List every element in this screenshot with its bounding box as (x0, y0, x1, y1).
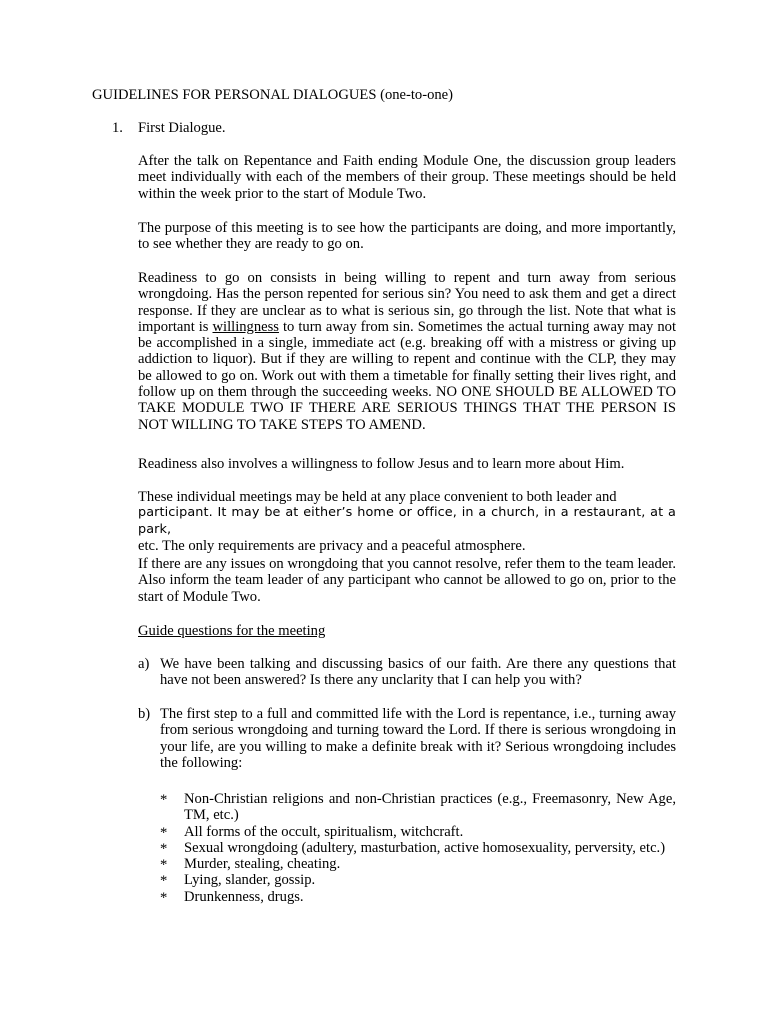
bullet-star: * (160, 824, 168, 841)
underlined-willingness: willingness (212, 318, 279, 335)
bullet-star: * (160, 873, 168, 890)
paragraph-line-2: participant. It may be at either’s home or office, in a church, in a restaurant, at a park, (138, 505, 676, 537)
bullet-star: * (160, 840, 168, 857)
guide-heading-text: Guide questions for the meeting (138, 623, 326, 639)
bullet-star: * (160, 857, 168, 874)
paragraph-module-one (138, 153, 676, 202)
section-heading: First Dialogue. (138, 120, 226, 136)
page-title: GUIDELINES FOR PERSONAL DIALOGUES (one-to-one) (92, 87, 454, 103)
list-item-text: Murder, stealing, cheating. (184, 856, 341, 873)
list-item-text: Lying, slander, gossip. (184, 872, 316, 889)
list-item (160, 872, 676, 888)
question-text: The first step to a full and committed life with the Lord is repentance, i.e., turning away from serious wrongdoing and turning toward the Lord. If there is serious wrongdoing in your life, are you willing to make a definite break with it? Serious wrongdoing includes the following: (160, 706, 676, 771)
paragraph-text: After the talk on Repentance and Faith ending Module One, the discussion group leaders meet individually with each of the members of their group. These meetings should be held within the week prior to the start of Module Two. (138, 153, 676, 202)
list-item (160, 856, 676, 872)
paragraph-line-3: etc. The only requirements are privacy and a peaceful atmosphere. (138, 537, 526, 554)
paragraph-text: Readiness also involves a willingness to follow Jesus and to learn more about Him. (138, 456, 625, 472)
question-a (138, 656, 676, 689)
paragraph-unresolved-issues (138, 556, 676, 605)
list-item (160, 791, 676, 824)
paragraph-readiness (138, 270, 676, 433)
list-item (160, 889, 676, 905)
section-number: 1. (112, 120, 123, 136)
paragraph-text: If there are any issues on wrongdoing that you cannot resolve, refer them to the team leader. Also inform the team leader of any participant who cannot be allowed to go on, prior to the start of Module Two. (138, 556, 676, 605)
list-item-text: Non-Christian religions and non-Christian practices (e.g., Freemasonry, New Age, TM, etc.) (184, 791, 676, 824)
readiness-text-end: to turn away from sin. Sometimes the actual turning away may not be accomplished in a single, immediate act (e.g. breaking off with a mistress or giving up addiction to liquor). But if they are willing to repent and continue with the CLP, they may be allowed to go on. Work out with them a timetable for finally setting their lives right, and follow up on them through the succeeding weeks. NO ONE SHOULD BE ALLOWED TO TAKE MODULE TWO IF THERE ARE SERIOUS THINGS THAT THE PERSON IS NOT WILLING TO TAKE STEPS TO AMEND. (138, 318, 676, 433)
readiness-text-start: Readiness to go on consists in being willing to repent and turn away from serious wrongdoing. Has the person repented for serious sin? You need to ask them and get a direct response. If they are unclear as to what is serious sin, go through the list. Note that what is important is (138, 270, 676, 335)
guide-questions-heading (138, 623, 676, 639)
list-item (160, 840, 676, 856)
paragraph-meeting-place (138, 489, 676, 554)
list-item-text: All forms of the occult, spiritualism, witchcraft. (184, 823, 464, 840)
paragraph-follow-jesus (138, 456, 676, 472)
question-label: b) (138, 706, 151, 722)
paragraph-line-1: These individual meetings may be held at any place convenient to both leader and (138, 489, 617, 505)
list-item-text: Drunkenness, drugs. (184, 888, 304, 905)
bullet-star: * (160, 889, 168, 906)
list-item (160, 824, 676, 840)
paragraph-text: The purpose of this meeting is to see how the participants are doing, and more importantly, to see whether they are ready to go on. (138, 220, 676, 253)
list-item-text: Sexual wrongdoing (adultery, masturbation, active homosexuality, perversity, etc.) (184, 839, 666, 856)
bullet-star: * (160, 792, 168, 808)
paragraph-text (138, 270, 676, 433)
question-b (138, 706, 676, 771)
question-label: a) (138, 656, 150, 672)
paragraph-purpose (138, 220, 676, 253)
question-text: We have been talking and discussing basics of our faith. Are there any questions that have not been answered? Is there any unclarity that I can help you with? (160, 656, 676, 689)
wrongdoing-list (160, 791, 676, 905)
